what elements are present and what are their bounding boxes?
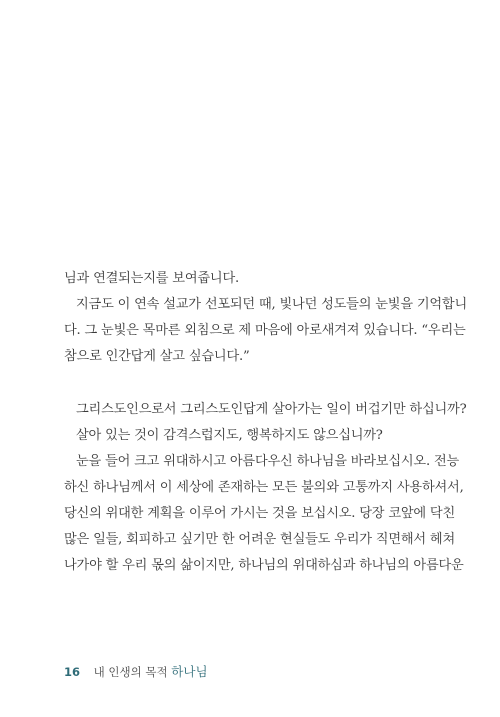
text-line: 나가야 할 우리 몫의 삶이지만, 하나님의 위대하심과 하나님의 아름다운 [64, 558, 464, 573]
text-line: 하신 하나님께서 이 세상에 존재하는 모든 불의와 고통까지 사용하셔서, [64, 480, 464, 495]
page-footer [64, 664, 208, 680]
text-line: 참으로 인간답게 살고 싶습니다.” [64, 349, 250, 364]
text-line: 당신의 위대한 계획을 이루어 가시는 것을 보십시오. 당장 코앞에 닥친 [64, 506, 456, 521]
text-line: 그리스도인으로서 그리스도인답게 살아가는 일이 버겁기만 하십니까? [76, 402, 467, 417]
running-title-accent: 하나님 [171, 664, 208, 679]
text-line: 살아 있는 것이 감격스럽지도, 행복하지도 않으십니까? [76, 428, 383, 443]
text-line: 지금도 이 연속 설교가 선포되던 때, 빛나던 성도들의 눈빛을 기억합니 [76, 297, 468, 312]
text-line: 많은 일들, 회피하고 싶기만 한 어려운 현실들도 우리가 직면해서 헤쳐 [64, 532, 456, 547]
text-line: 눈을 들어 크고 위대하시고 아름다우신 하나님을 바라보십시오. 전능 [76, 454, 460, 469]
text-line: 님과 연결되는지를 보여줍니다. [64, 271, 239, 286]
running-title: 내 인생의 목적 [93, 665, 168, 679]
text-line: 다. 그 눈빛은 목마른 외침으로 제 마음에 아로새겨져 있습니다. “우리는 [64, 323, 466, 338]
page-number: 16 [64, 665, 81, 679]
